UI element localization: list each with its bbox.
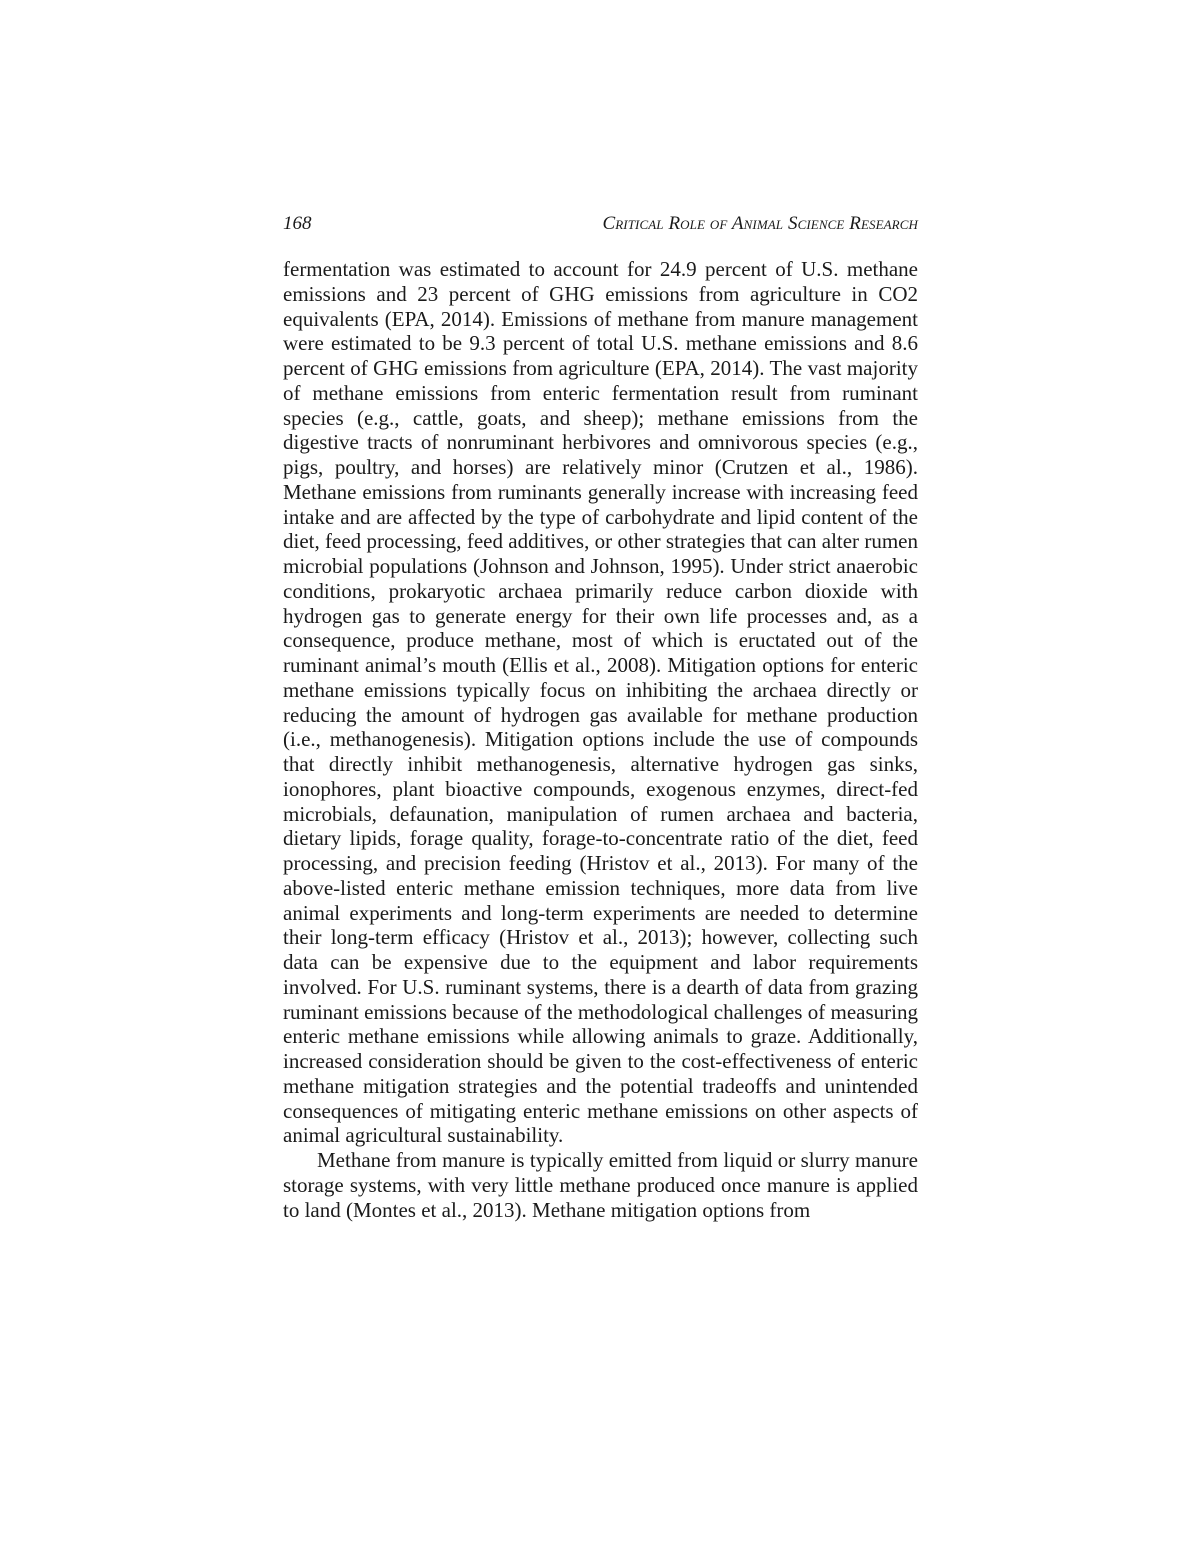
running-title: Critical Role of Animal Science Research — [602, 213, 918, 234]
page-header — [283, 212, 918, 240]
paragraph: Methane from manure is typically emitted from liquid or slurry manure storage systems, with very little methane produced once manure is applied to land (Montes et al., 2013). Methane mitigation options from — [283, 1148, 918, 1222]
page-number: 168 — [283, 213, 312, 234]
paragraph: fermentation was estimated to account for 24.9 percent of U.S. methane emissions and 23 percent of GHG emissions from agriculture in CO2 equivalents (EPA, 2014). Emissions of methane from manure management were estimated to be 9.3 percent of total U.S. methane emissions and 8.6 percent of GHG emissions from agriculture (EPA, 2014). The vast majority of methane emissions from enteric fermentation result from ruminant species (e.g., cattle, goats, and sheep); methane emissions from the digestive tracts of nonruminant herbivores and omnivorous species (e.g., pigs, poultry, and horses) are relatively minor (Crutzen et al., 1986). Methane emissions from ruminants generally increase with increasing feed intake and are affected by the type of carbohydrate and lipid content of the diet, feed processing, feed additives, or other strategies that can alter rumen microbial populations (Johnson and Johnson, 1995). Under strict anaerobic conditions, prokaryotic archaea primarily reduce carbon dioxide with hydrogen gas to generate energy for their own life processes and, as a consequence, produce methane, most of which is eructated out of the ruminant animal’s mouth (Ellis et al., 2008). Mitigation options for enteric methane emissions typically focus on inhibiting the archaea directly or reducing the amount of hydrogen gas available for methane production (i.e., methanogenesis). Mitigation options include the use of compounds that directly inhibit methanogenesis, alternative hydrogen gas sinks, ionophores, plant bioactive compounds, exogenous enzymes, direct-fed microbials, defaunation, manipulation of rumen archaea and bacteria, dietary lipids, forage quality, forage-to-concentrate ratio of the diet, feed processing, and precision feeding (Hristov et al., 2013). For many of the above-listed enteric methane emission techniques, more data from live animal experiments and long-term experiments are needed to determine their long-term efficacy (Hristov et al., 2013); however, collecting such data can be expensive due to the equipment and labor requirements involved. For U.S. ruminant systems, there is a dearth of data from grazing ruminant emissions because of the methodological challenges of measuring enteric methane emissions while allowing animals to graze. Additionally, increased consideration should be given to the cost-effectiveness of enteric methane mitigation strategies and the potential tradeoffs and unintended consequences of mitigating enteric methane emissions on other aspects of animal agricultural sustainability. — [283, 257, 918, 1148]
body-text — [283, 257, 918, 1222]
